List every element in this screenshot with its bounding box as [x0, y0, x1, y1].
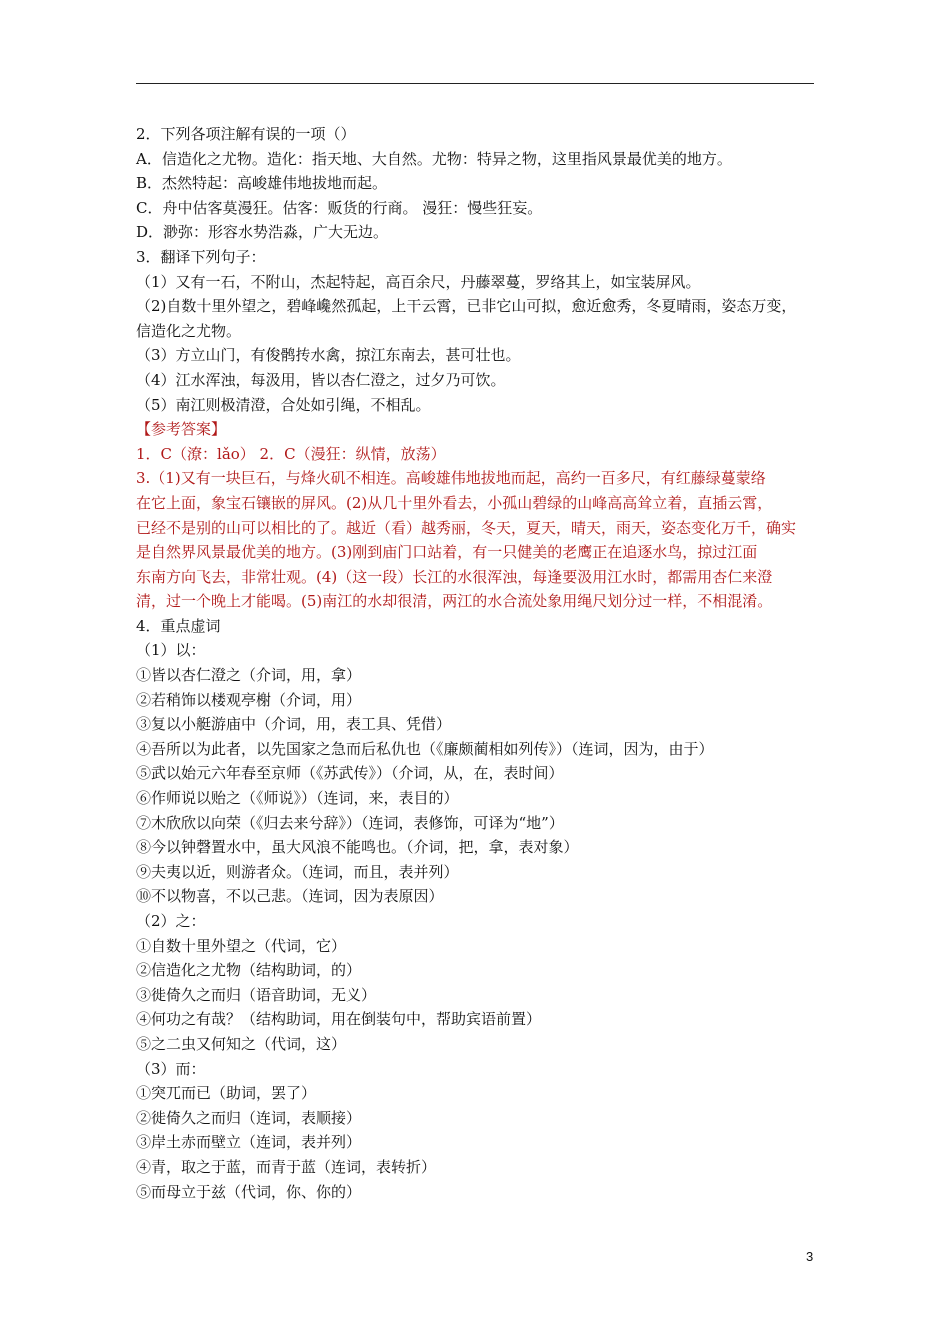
answer-line: 已经不是别的山可以相比的了。越近（看）越秀丽，冬天，夏天，晴天，雨天，姿态变化万千，确实: [136, 518, 797, 537]
answer-line: 3.（1)又有一块巨石，与烽火矶不相连。高峻雄伟地拔地而起，高约一百多尺，有红藤绿蔓蒙络: [136, 469, 766, 488]
q3-sentence-2: （2)自数十里外望之，碧峰巉然孤起，上干云霄，已非它山可拟，愈近愈秀，冬夏晴雨，姿态万变，: [136, 297, 797, 316]
q2-option-d: D．渺弥：形容水势浩淼，广大无边。: [136, 223, 389, 242]
list-item: ⑤而母立于兹（代词，你、你的）: [136, 1182, 362, 1201]
header-rule: [136, 83, 814, 84]
answer-line: 是自然界风景最优美的地方。(3)刚到庙门口站着，有一只健美的老鹰正在追逐水鸟，掠过江面: [136, 543, 758, 562]
section-label-er: （3）而：: [136, 1059, 206, 1078]
list-item: ①皆以杏仁澄之（介词，用，拿）: [136, 666, 362, 685]
section-label-yi: （1）以：: [136, 641, 206, 660]
section-label-zhi: （2）之：: [136, 912, 206, 930]
answer-line: 东南方向飞去，非常壮观。(4)（这一段）长江的水很浑浊，每逢要汲用江水时，都需用杏仁来澄: [136, 567, 773, 586]
q2-option-a: A．信造化之尤物。造化：指天地、大自然。尤物：特异之物，这里指风景最优美的地方。: [136, 149, 732, 168]
page-number: 3: [806, 1249, 814, 1264]
q4-title: 4．重点虚词: [136, 616, 221, 635]
list-item: ④何功之有哉？（结构助词，用在倒装句中，帮助宾语前置）: [136, 1010, 542, 1029]
q3-sentence-2-cont: 信造化之尤物。: [136, 321, 242, 340]
list-item: ①自数十里外望之（代词，它）: [136, 936, 347, 955]
list-item: ⑤武以始元六年春至京师（《苏武传》）（介词，从，在，表时间）: [136, 764, 564, 783]
list-item: ⑦木欣欣以向荣（《归去来兮辞》）（连词，表修饰，可译为“地”）: [136, 813, 564, 832]
list-item: ⑩不以物喜，不以己悲。（连词，因为表原因）: [136, 887, 444, 906]
list-item: ②徙倚久之而归（连词，表顺接）: [136, 1108, 362, 1127]
q3-title: 3．翻译下列句子：: [136, 247, 266, 266]
document-body: [136, 122, 826, 1204]
answer-line: 在它上面，象宝石镶嵌的屏风。(2)从几十里外看去，小孤山碧绿的山峰高高耸立着，直插云霄，: [136, 493, 773, 512]
q2-option-b: B．杰然特起：高峻雄伟地拔地而起。: [136, 174, 388, 193]
answer-heading: 【参考答案】: [136, 420, 227, 439]
answer-line: 清，过一个晚上才能喝。(5)南江的水却很清，两江的水合流处象用绳尺划分过一样，不相混淆。: [136, 592, 773, 611]
list-item: ⑥作师说以贻之（《师说》）（连词，来，表目的）: [136, 789, 459, 808]
list-item: ⑧今以钟磬置水中，虽大风浪不能鸣也。（介词，把，拿，表对象）: [136, 838, 579, 857]
list-item: ⑤之二虫又何知之（代词，这）: [136, 1034, 347, 1053]
list-item: ⑨夫夷以近，则游者众。（连词，而且，表并列）: [136, 862, 459, 881]
q3-sentence-4: （4）江水浑浊，每汲用，皆以杏仁澄之，过夕乃可饮。: [136, 370, 506, 389]
q2-option-c: C．舟中估客莫漫狂。估客：贩货的行商。 漫狂：慢些狂妄。: [136, 198, 543, 217]
q3-sentence-1: （1）又有一石，不附山，杰起特起，高百余尺，丹藤翠蔓，罗络其上，如宝装屏风。: [136, 272, 701, 291]
list-item: ④吾所以为此者，以先国家之急而后私仇也（《廉颇蔺相如列传》）（连词，因为，由于）: [136, 739, 714, 758]
q2-title: 2．下列各项注解有误的一项（）: [136, 125, 356, 143]
q3-sentence-5: （5）南江则极清澄，合处如引绳，不相乱。: [136, 395, 431, 414]
q3-sentence-3: （3）方立山门，有俊鹘抟水禽，掠江东南去，甚可壮也。: [136, 346, 521, 365]
list-item: ③岸土赤而壁立（连词，表并列）: [136, 1133, 362, 1152]
list-item: ④青，取之于蓝，而青于蓝（连词，表转折）: [136, 1157, 437, 1176]
list-item: ②若稍饰以楼观亭榭（介词，用）: [136, 690, 362, 709]
list-item: ②信造化之尤物（结构助词，的）: [136, 961, 362, 980]
list-item: ③复以小艇游庙中（介词，用，表工具、凭借）: [136, 715, 452, 734]
answer-line: 1．C（潦：lǎo） 2．C（漫狂：纵情，放荡）: [136, 444, 446, 463]
list-item: ①突兀而已（助词，罢了）: [136, 1084, 317, 1103]
list-item: ③徙倚久之而归（语音助词，无义）: [136, 985, 377, 1004]
